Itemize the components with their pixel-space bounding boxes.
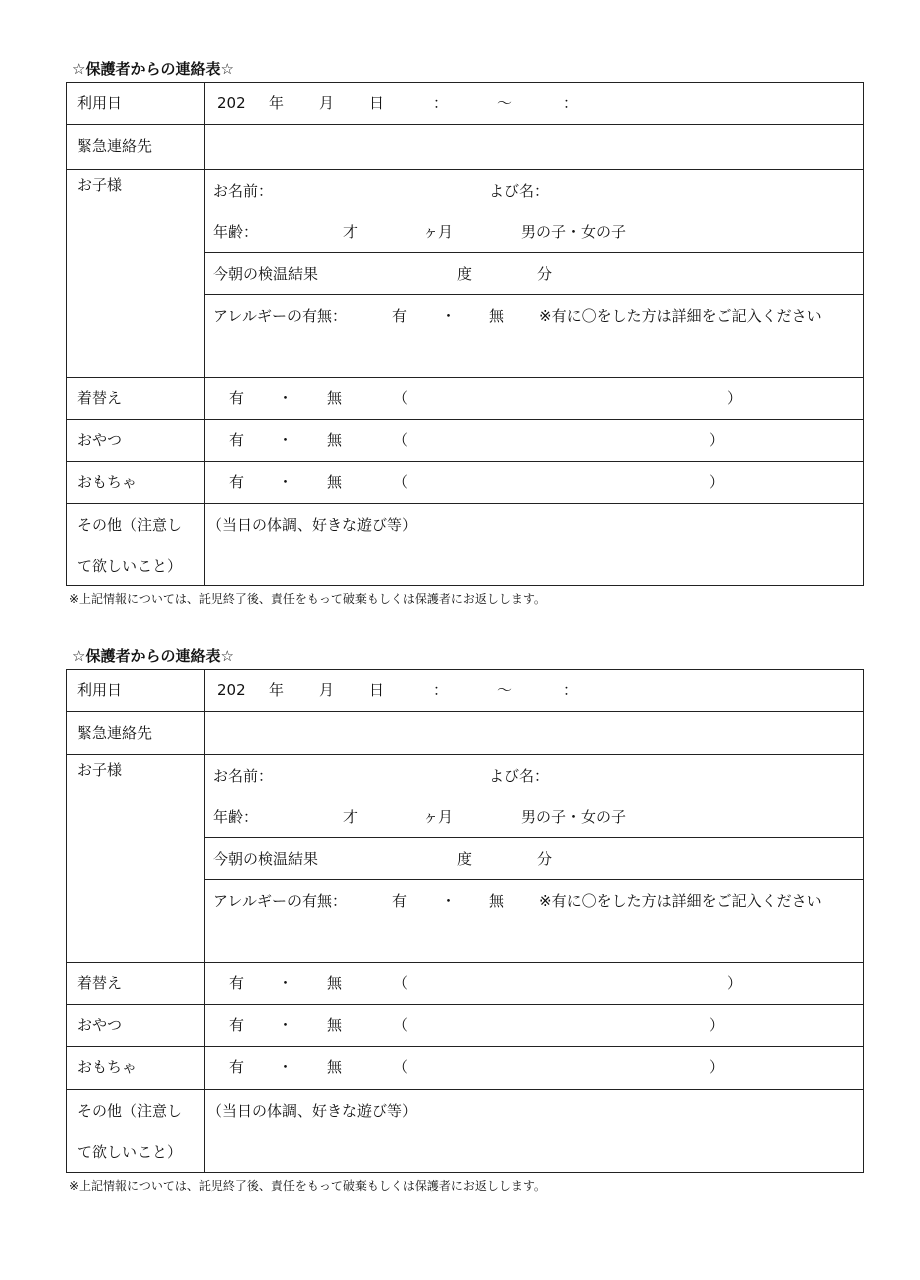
row-divider — [67, 1004, 863, 1005]
row-divider — [204, 252, 863, 253]
row-no-option: 無 — [327, 431, 343, 449]
column-divider — [204, 83, 205, 586]
row-label: おもちゃ — [77, 1058, 138, 1076]
temperature-minute-unit: 分 — [537, 850, 553, 868]
row-divider — [204, 294, 863, 295]
row-divider — [67, 124, 863, 125]
row-separator: ・ — [278, 1016, 294, 1034]
usage-year-unit: 年 — [269, 94, 285, 112]
row-separator: ・ — [278, 389, 294, 407]
usage-year-prefix: 202 — [217, 681, 246, 699]
child-name-label: お名前： — [213, 767, 274, 785]
usage-year-unit: 年 — [269, 681, 285, 699]
other-label-line1: その他（注意し — [77, 516, 183, 534]
row-separator: ・ — [278, 1058, 294, 1076]
temperature-label: 今朝の検温結果 — [213, 265, 319, 283]
usage-month-unit: 月 — [319, 681, 335, 699]
allergy-no-option: 無 — [489, 307, 505, 325]
row-yes-option: 有 — [229, 389, 245, 407]
row-divider — [67, 461, 863, 462]
row-label: 着替え — [77, 389, 123, 407]
usage-time-colon: ： — [563, 94, 579, 112]
column-divider — [204, 670, 205, 1173]
usage-date-label: 利用日 — [77, 94, 123, 112]
child-age-label: 年齢： — [213, 223, 259, 241]
child-age-unit: 才 — [343, 808, 359, 826]
usage-time-tilde: ～ — [497, 94, 513, 112]
allergy-note: ※有に〇をした方は詳細をご記入ください — [539, 307, 822, 325]
temperature-label: 今朝の検温結果 — [213, 850, 319, 868]
row-divider — [67, 377, 863, 378]
other-hint: （当日の体調、好きな遊び等） — [207, 1102, 418, 1120]
usage-time-colon: ： — [433, 94, 449, 112]
row-open-paren: （ — [393, 389, 409, 407]
row-close-paren: ） — [709, 1058, 725, 1076]
row-no-option: 無 — [327, 473, 343, 491]
temperature-degree-unit: 度 — [457, 850, 473, 868]
row-divider — [67, 1046, 863, 1047]
row-close-paren: ） — [709, 431, 725, 449]
form-title: ☆保護者からの連絡表☆ — [72, 647, 234, 665]
row-close-paren: ） — [727, 974, 743, 992]
row-divider — [67, 419, 863, 420]
form-table — [66, 82, 864, 586]
usage-time-tilde: ～ — [497, 681, 513, 699]
row-yes-option: 有 — [229, 1058, 245, 1076]
row-yes-option: 有 — [229, 1016, 245, 1034]
row-open-paren: （ — [393, 974, 409, 992]
row-no-option: 無 — [327, 974, 343, 992]
usage-month-unit: 月 — [319, 94, 335, 112]
emergency-contact-label: 緊急連絡先 — [77, 137, 153, 155]
allergy-note: ※有に〇をした方は詳細をご記入ください — [539, 892, 822, 910]
footnote: ※上記情報については、託児終了後、責任をもって破棄もしくは保護者にお返しします。 — [69, 1179, 546, 1193]
allergy-separator: ・ — [441, 307, 457, 325]
row-label: おやつ — [77, 431, 123, 449]
usage-date-label: 利用日 — [77, 681, 123, 699]
row-separator: ・ — [278, 473, 294, 491]
row-close-paren: ） — [727, 389, 743, 407]
row-yes-option: 有 — [229, 473, 245, 491]
child-month-unit: ヶ月 — [423, 808, 454, 826]
child-name-label: お名前： — [213, 182, 274, 200]
child-label: お子様 — [77, 761, 123, 779]
row-open-paren: （ — [393, 1016, 409, 1034]
usage-day-unit: 日 — [369, 681, 385, 699]
child-age-unit: 才 — [343, 223, 359, 241]
emergency-contact-label: 緊急連絡先 — [77, 724, 153, 742]
child-label: お子様 — [77, 176, 123, 194]
row-divider — [67, 503, 863, 504]
row-no-option: 無 — [327, 1058, 343, 1076]
temperature-minute-unit: 分 — [537, 265, 553, 283]
usage-time-colon: ： — [563, 681, 579, 699]
row-divider — [67, 1089, 863, 1090]
child-month-unit: ヶ月 — [423, 223, 454, 241]
usage-year-prefix: 202 — [217, 94, 246, 112]
usage-day-unit: 日 — [369, 94, 385, 112]
row-open-paren: （ — [393, 431, 409, 449]
child-gender-options: 男の子・女の子 — [521, 223, 627, 241]
allergy-separator: ・ — [441, 892, 457, 910]
row-open-paren: （ — [393, 473, 409, 491]
row-separator: ・ — [278, 431, 294, 449]
other-label-line2: て欲しいこと） — [77, 557, 183, 575]
temperature-degree-unit: 度 — [457, 265, 473, 283]
row-no-option: 無 — [327, 1016, 343, 1034]
row-close-paren: ） — [709, 473, 725, 491]
child-nickname-label: よび名： — [489, 182, 550, 200]
row-divider — [67, 711, 863, 712]
other-hint: （当日の体調、好きな遊び等） — [207, 516, 418, 534]
footnote: ※上記情報については、託児終了後、責任をもって破棄もしくは保護者にお返しします。 — [69, 592, 546, 606]
child-age-label: 年齢： — [213, 808, 259, 826]
row-yes-option: 有 — [229, 431, 245, 449]
row-divider — [67, 962, 863, 963]
usage-time-colon: ： — [433, 681, 449, 699]
row-divider — [204, 837, 863, 838]
allergy-yes-option: 有 — [392, 892, 408, 910]
row-label: おやつ — [77, 1016, 123, 1034]
form-table — [66, 669, 864, 1173]
other-label-line1: その他（注意し — [77, 1102, 183, 1120]
row-separator: ・ — [278, 974, 294, 992]
row-divider — [204, 879, 863, 880]
row-no-option: 無 — [327, 389, 343, 407]
allergy-label: アレルギーの有無： — [213, 307, 348, 325]
row-yes-option: 有 — [229, 974, 245, 992]
child-nickname-label: よび名： — [489, 767, 550, 785]
form-title: ☆保護者からの連絡表☆ — [72, 60, 234, 78]
allergy-no-option: 無 — [489, 892, 505, 910]
allergy-label: アレルギーの有無： — [213, 892, 348, 910]
row-label: 着替え — [77, 974, 123, 992]
row-divider — [67, 754, 863, 755]
allergy-yes-option: 有 — [392, 307, 408, 325]
other-label-line2: て欲しいこと） — [77, 1143, 183, 1161]
row-open-paren: （ — [393, 1058, 409, 1076]
child-gender-options: 男の子・女の子 — [521, 808, 627, 826]
row-close-paren: ） — [709, 1016, 725, 1034]
row-divider — [67, 169, 863, 170]
row-label: おもちゃ — [77, 473, 138, 491]
